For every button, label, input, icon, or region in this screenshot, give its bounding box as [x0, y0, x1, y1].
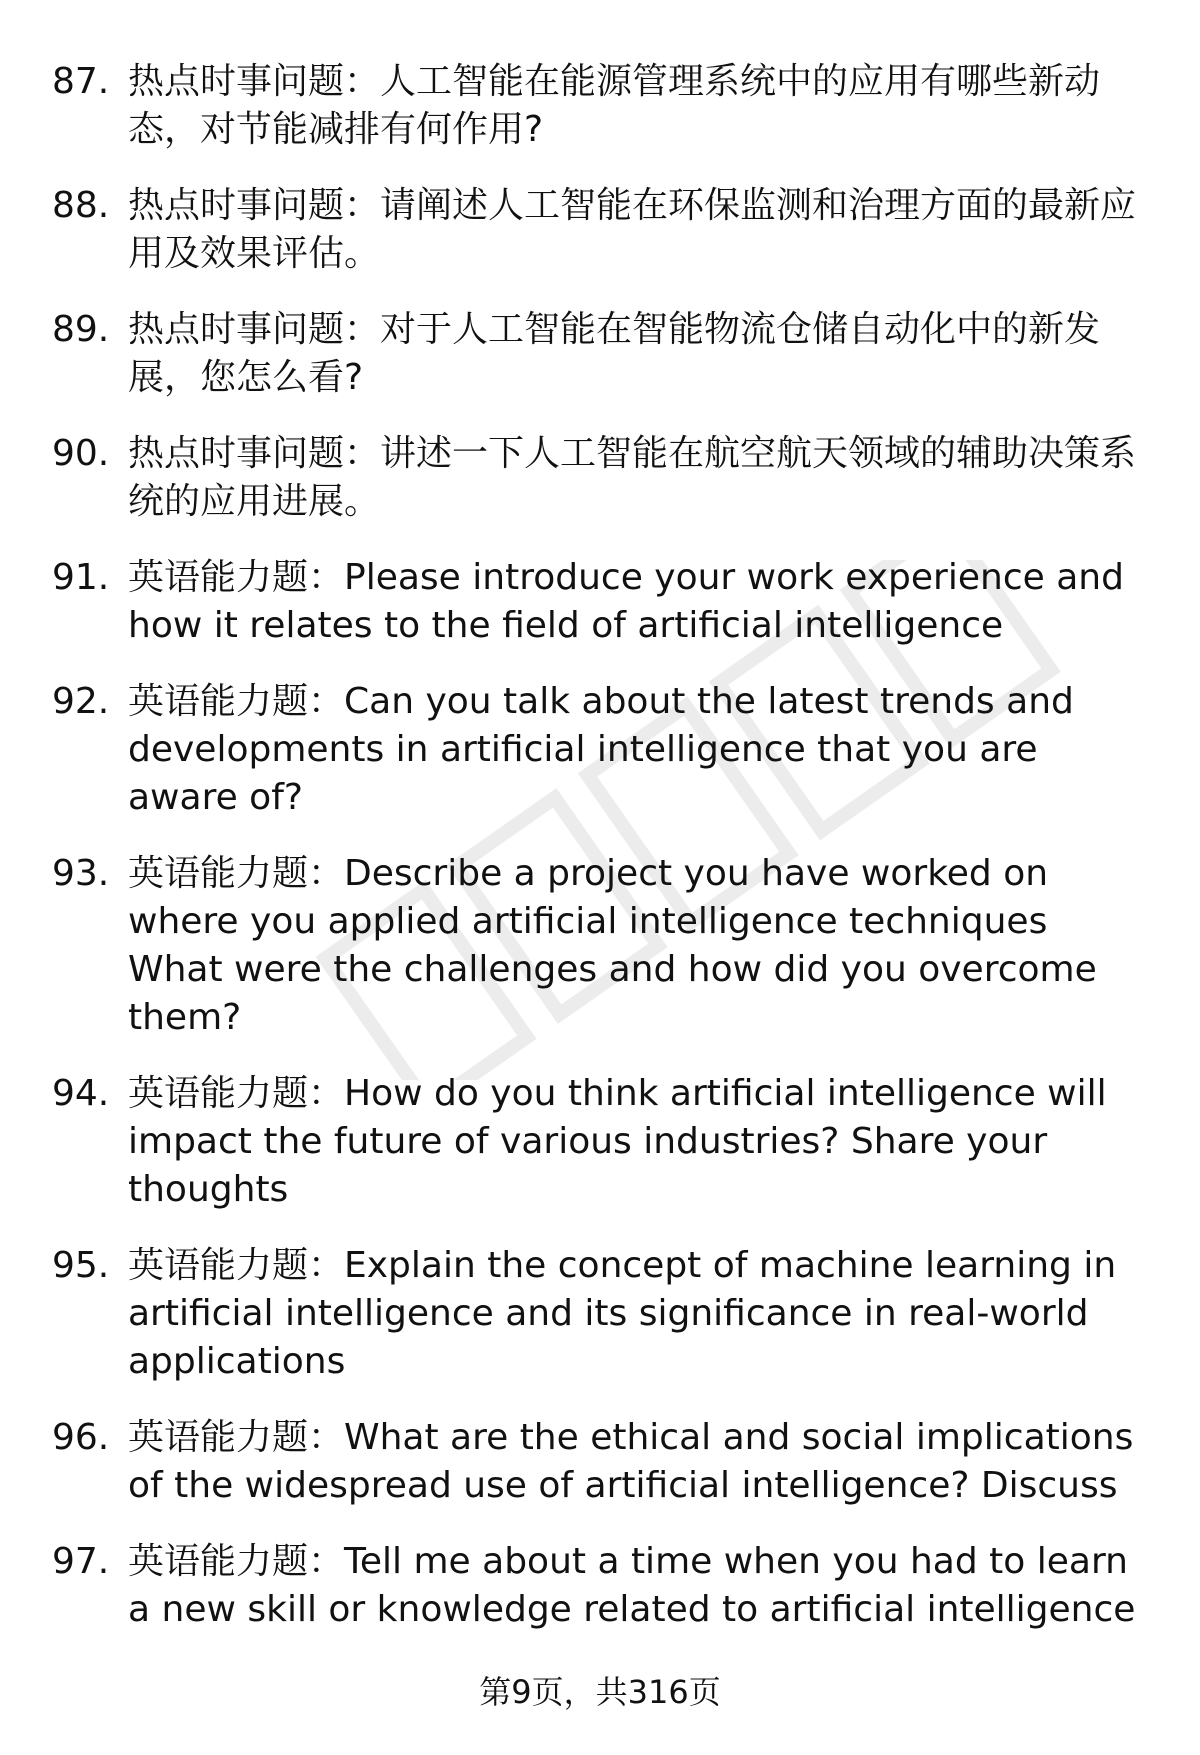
question-number: 90. — [52, 433, 110, 474]
question-number: 97. — [52, 1541, 110, 1582]
question-number: 89. — [52, 309, 110, 350]
question-number: 96. — [52, 1417, 110, 1458]
page-footer — [0, 1670, 1200, 1714]
question-text: 热点时事问题：讲述一下人工智能在航空航天领域的辅助决策系统的应用进展。 — [128, 433, 1137, 522]
question-text: 英语能力题：Please introduce your work experience and how it relates to the field of artificial intelligence — [128, 557, 1124, 646]
question-text: 热点时事问题：对于人工智能在智能物流仓储自动化中的新发展，您怎么看? — [128, 309, 1101, 398]
question-item — [0, 850, 1200, 1042]
question-item — [0, 1070, 1200, 1214]
question-number: 87. — [52, 61, 110, 102]
question-item — [0, 1414, 1200, 1510]
question-item — [0, 1242, 1200, 1386]
question-text: 英语能力题：How do you think artificial intelligence will impact the future of various industries? Share your thoughts — [128, 1073, 1107, 1210]
question-list — [0, 58, 1200, 1662]
page-number-label: 第9页，共316页 — [479, 1673, 721, 1711]
question-item — [0, 1538, 1200, 1634]
question-text: 热点时事问题：人工智能在能源管理系统中的应用有哪些新动态，对节能减排有何作用? — [128, 61, 1101, 150]
question-text: 热点时事问题：请阐述人工智能在环保监测和治理方面的最新应用及效果评估。 — [128, 185, 1137, 274]
question-number: 92. — [52, 681, 110, 722]
question-item — [0, 182, 1200, 278]
question-item — [0, 430, 1200, 526]
question-item — [0, 306, 1200, 402]
question-number: 95. — [52, 1245, 110, 1286]
question-item — [0, 678, 1200, 822]
question-item — [0, 554, 1200, 650]
question-item — [0, 58, 1200, 154]
question-number: 94. — [52, 1073, 110, 1114]
question-number: 91. — [52, 557, 110, 598]
question-text: 英语能力题：Tell me about a time when you had to learn a new skill or knowledge related to artificial intelligence — [128, 1541, 1136, 1630]
question-text: 英语能力题：Can you talk about the latest trends and developments in artificial intelligence that you are aware of? — [128, 681, 1074, 818]
question-text: 英语能力题：Describe a project you have worked on where you applied artificial intelligence techniques What were the challenges and how did you overcome them? — [128, 853, 1097, 1038]
question-number: 93. — [52, 853, 110, 894]
question-text: 英语能力题：Explain the concept of machine learning in artificial intelligence and its significance in real-world applications — [128, 1245, 1117, 1382]
question-text: 英语能力题：What are the ethical and social implications of the widespread use of artificial intelligence? Discuss — [128, 1417, 1134, 1506]
question-number: 88. — [52, 185, 110, 226]
